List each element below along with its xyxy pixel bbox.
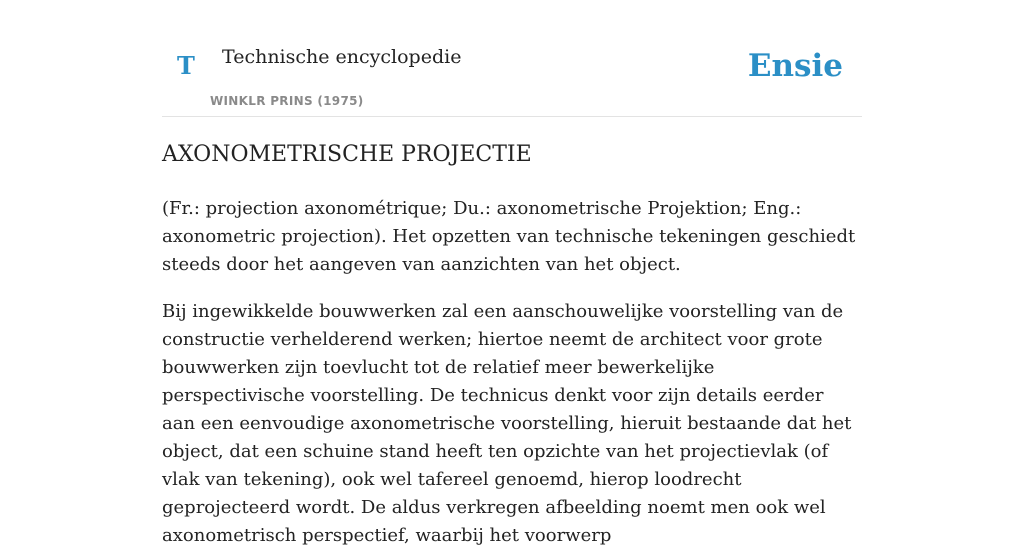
article: [162, 139, 862, 550]
book-title[interactable]: Technische encyclopedie: [222, 46, 462, 68]
book-source: WINKLR PRINS (1975): [210, 94, 364, 108]
article-paragraph-1: (Fr.: projection axonométrique; Du.: axonometrische Projektion; Eng.: axonometric projection). Het opzetten van technische tekeningen geschiedt steeds door het aangeven van aanzichten van het object.: [162, 198, 856, 275]
article-paragraph-2: Bij ingewikkelde bouwwerken zal een aanschouwelijke voorstelling van de constructie verhelderend werken; hiertoe neemt de architect voor grote bouwwerken zijn toevlucht tot de relatief meer bewerkelijke perspectivische voorstelling. De technicus denkt voor zijn details eerder aan een eenvoudige axonometrische voorstelling, hieruit bestaande dat het object, dat een schuine stand heeft ten opzichte van het projectievlak (of vlak van tekening), ook wel tafereel genoemd, hierop loodrecht geprojecteerd wordt. De aldus verkregen afbeelding noemt men ook wel axonometrisch perspectief, waarbij het voorwerp: [162, 301, 852, 546]
header: [162, 0, 862, 117]
article-title: AXONOMETRISCHE PROJECTIE: [162, 142, 532, 167]
book-logo-icon[interactable]: T: [177, 51, 195, 80]
brand-logo[interactable]: Ensie: [747, 48, 843, 84]
